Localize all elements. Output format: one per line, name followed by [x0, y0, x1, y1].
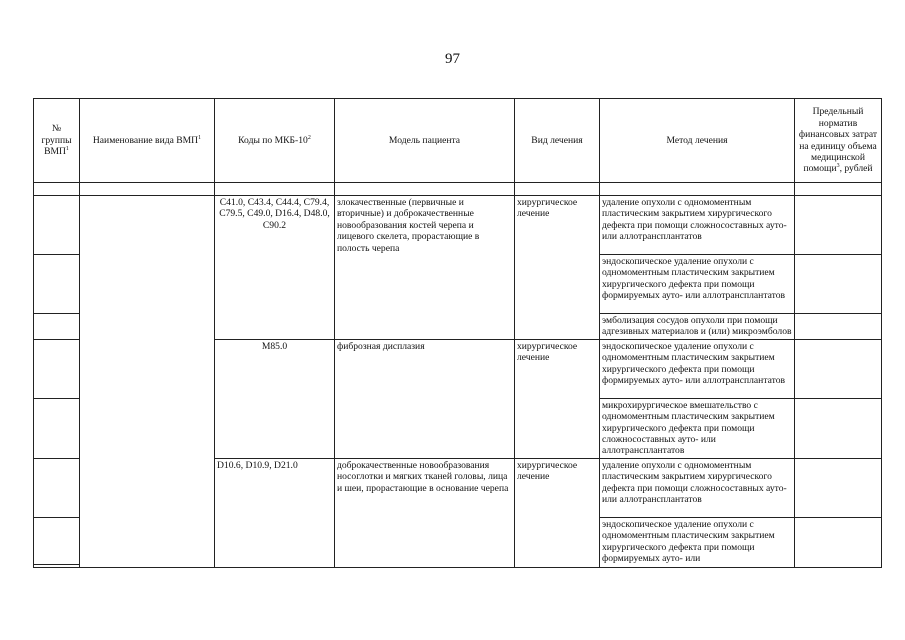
cell-vmp-name [80, 196, 215, 568]
cell-group-no [34, 398, 80, 458]
header-treatment-method: Метод лечения [600, 99, 795, 183]
cell-cost-norm [795, 398, 882, 458]
cell-treatment-method: эндоскопическое удаление опухоли с одномоментным пластическим закрытием хирургического дефекта при помощи формируемых ауто- или аллотрансплантатов [600, 255, 795, 314]
cell-group-no [34, 564, 80, 567]
cell-treatment-method: эмболизация сосудов опухоли при помощи адгезивных материалов и (или) микроэмболов [600, 314, 795, 340]
cell-codes: D10.6, D10.9, D21.0 [215, 458, 335, 567]
cell-codes: M85.0 [215, 339, 335, 458]
cell-codes: C41.0, C43.4, C44.4, C79.4, C79.5, C49.0, D16.4, D48.0, C90.2 [215, 196, 335, 340]
header-treatment-type: Вид лечения [515, 99, 600, 183]
cell-group-no [34, 314, 80, 340]
cell-treatment-type: хирургическое лечение [515, 339, 600, 458]
header-codes: Коды по МКБ-$10^2$ [215, 99, 335, 183]
cell-cost-norm [795, 339, 882, 398]
cell-group-no [34, 458, 80, 517]
cell-treatment-method: эндоскопическое удаление опухоли с одномоментным пластическим закрытием хирургического дефекта при помощи формируемых ауто- или аллотрансплантатов [600, 339, 795, 398]
cell-group-no [34, 517, 80, 564]
cell-cost-norm [795, 517, 882, 567]
cell-cost-norm [795, 314, 882, 340]
header-vmp-name: Наименование вида ВМП$^1$ [80, 99, 215, 183]
cell-group-no [34, 255, 80, 314]
cell-treatment-method: удаление опухоли с одномоментным пластическим закрытием хирургического дефекта при помощи сложносоставных ауто- или аллотрансплантатов [600, 196, 795, 255]
cell-patient-model: доброкачественные новообразования носоглотки и мягких тканей головы, лица и шеи, прорастающие в основание черепа [335, 458, 515, 567]
cell-treatment-method: микрохирургическое вмешательство с одномоментным пластическим закрытием хирургического дефекта при помощи сложносоставных ауто- или аллотрансплантатов [600, 398, 795, 458]
cell-patient-model: злокачественные (первичные и вторичные) и доброкачественные новообразования костей черепа и лицевого скелета, прорастающие в полость черепа [335, 196, 515, 340]
spacer-row [34, 183, 882, 196]
cell-treatment-method: удаление опухоли с одномоментным пластическим закрытием хирургического дефекта при помощи сложносоставных ауто- или аллотрансплантатов [600, 458, 795, 517]
cell-cost-norm [795, 255, 882, 314]
header-cost-norm: Предельный норматив финансовых затрат на единицу объема медицинской помощи$^3$, рублей [795, 99, 882, 183]
cell-treatment-method: эндоскопическое удаление опухоли с одномоментным пластическим закрытием хирургического дефекта при помощи формируемых ауто- или [600, 517, 795, 567]
table-header-row [34, 99, 882, 183]
cell-cost-norm [795, 196, 882, 255]
vmp-table [33, 98, 882, 568]
cell-treatment-type: хирургическое лечение [515, 458, 600, 567]
cell-patient-model: фиброзная дисплазия [335, 339, 515, 458]
cell-treatment-type: хирургическое лечение [515, 196, 600, 340]
cell-cost-norm [795, 458, 882, 517]
cell-group-no [34, 196, 80, 255]
cell-group-no [34, 339, 80, 398]
page-number: 97 [445, 51, 460, 67]
header-patient-model: Модель пациента [335, 99, 515, 183]
header-group-no: № группы ВМП$^1$ [34, 99, 80, 183]
table-row [34, 196, 882, 255]
